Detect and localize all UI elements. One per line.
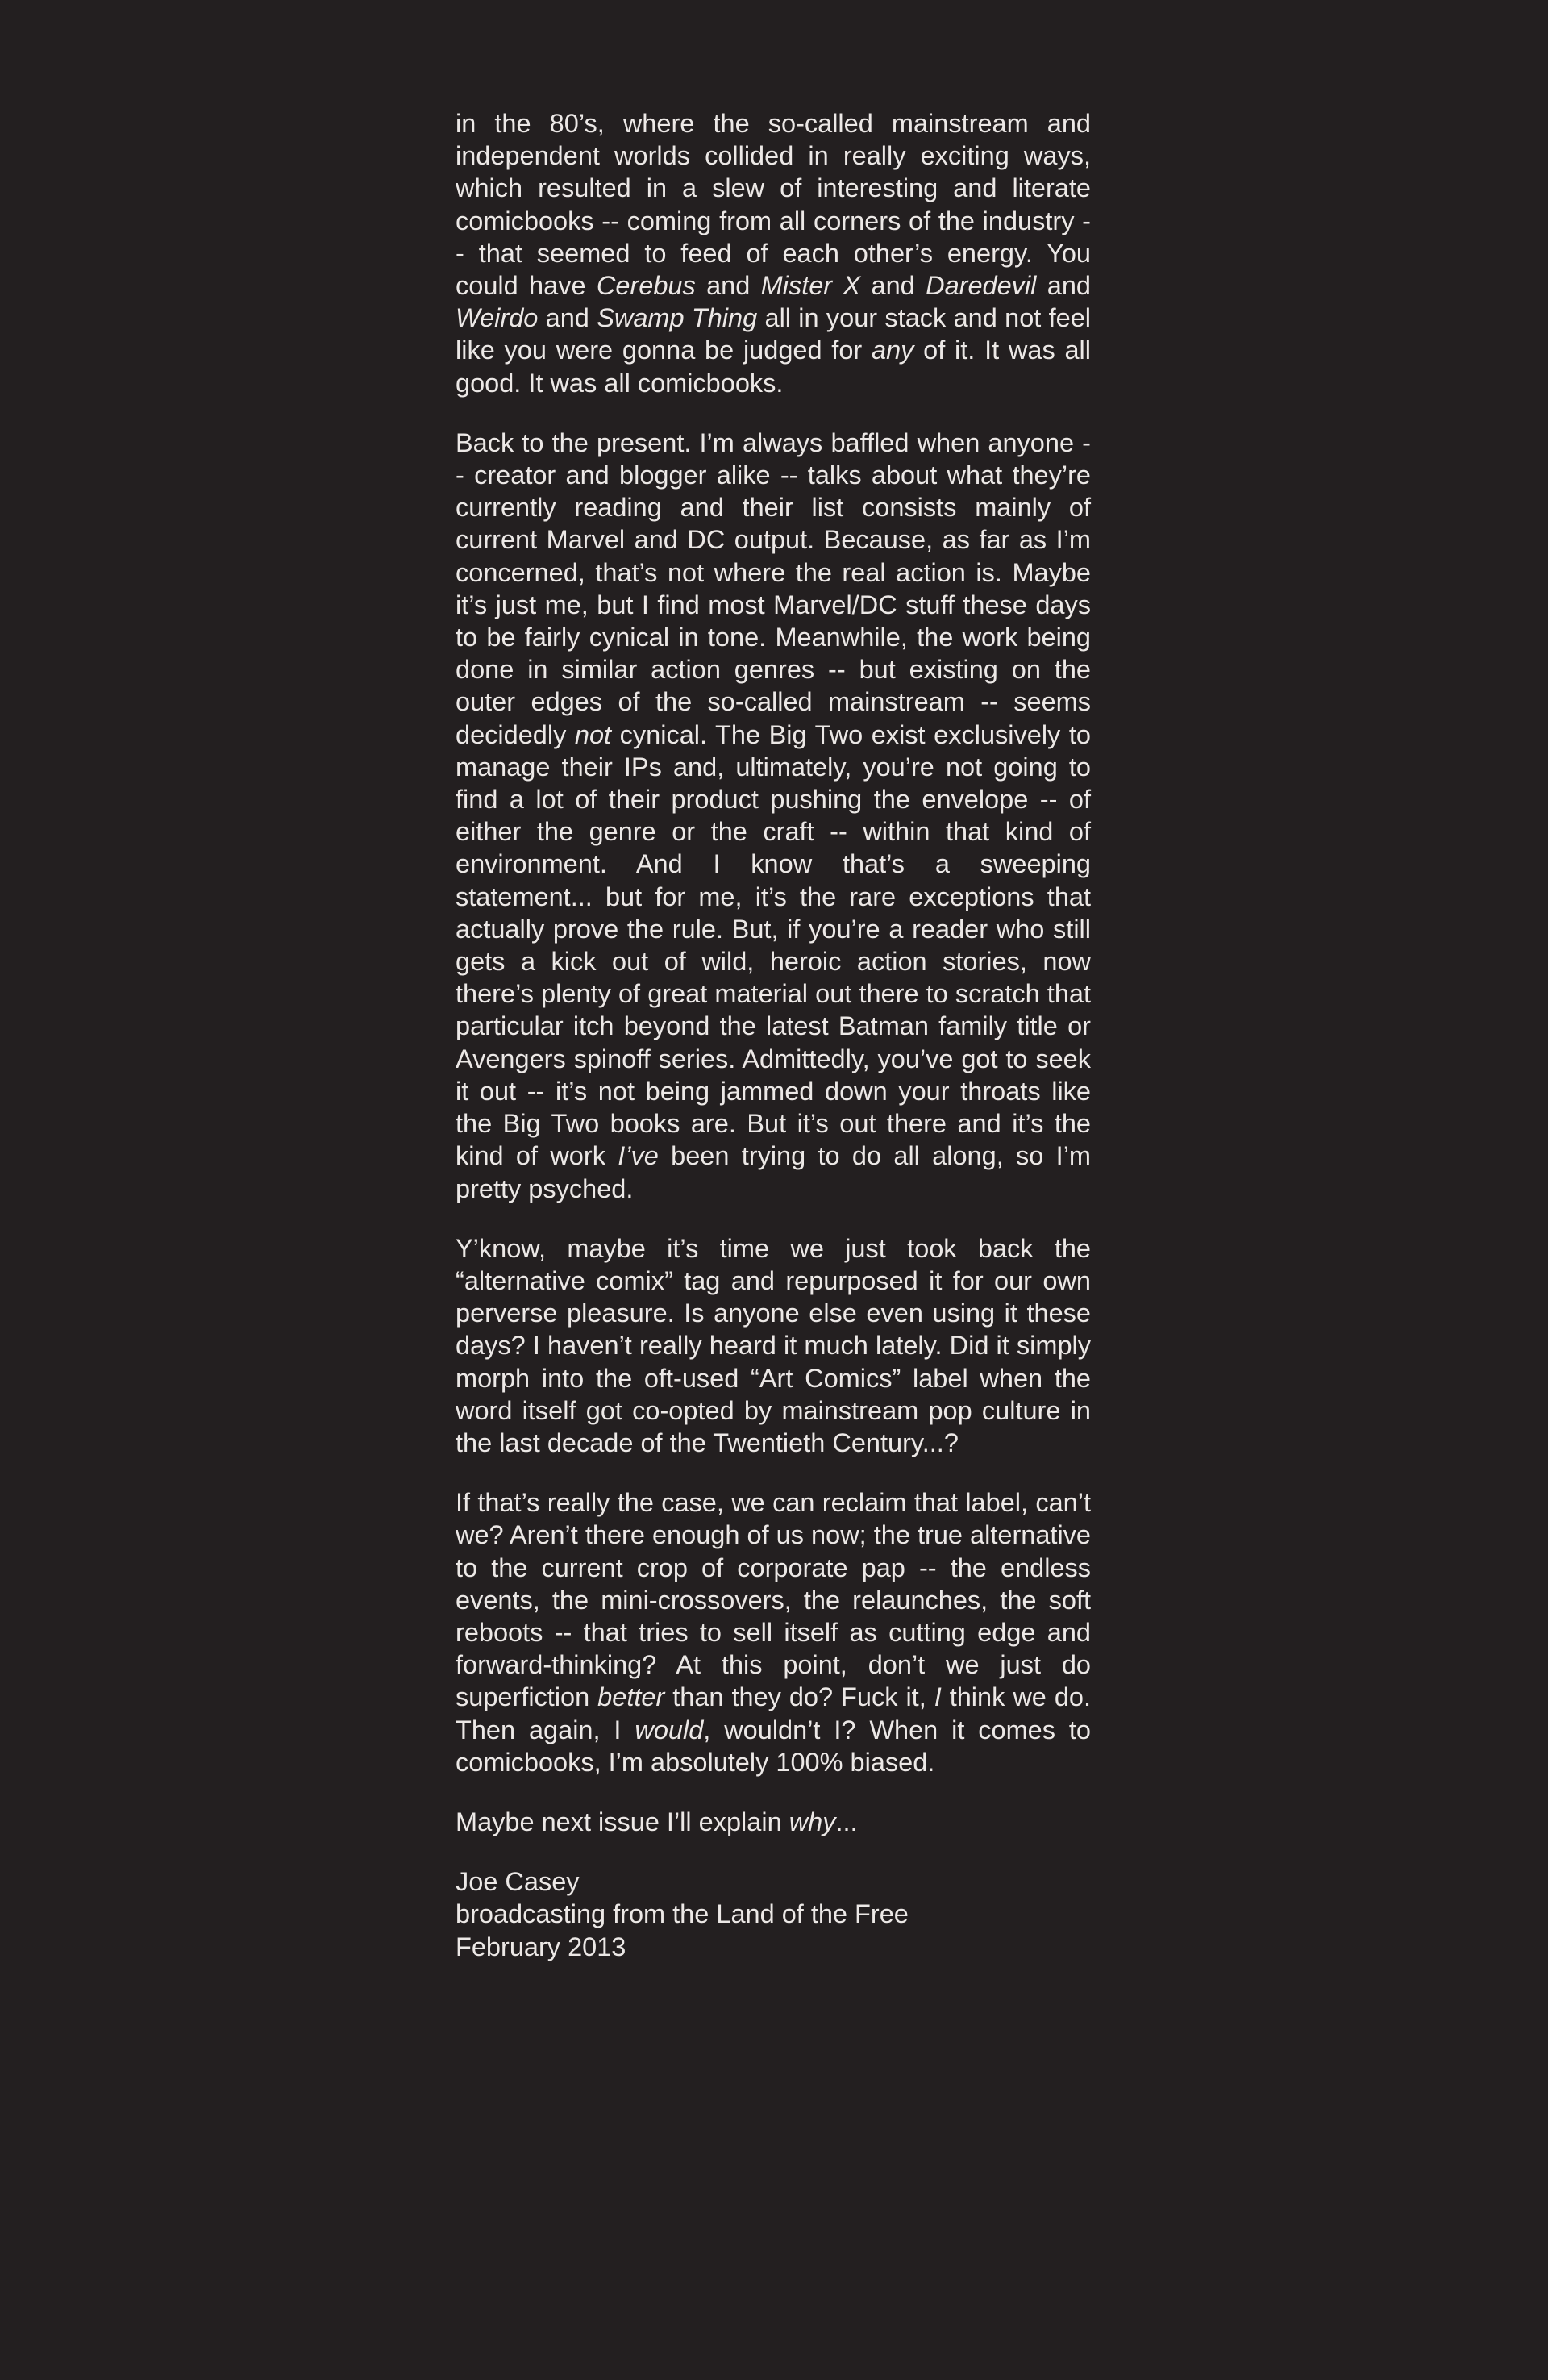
italic-text: Mister X (760, 271, 861, 301)
paragraph-text: and (860, 271, 926, 301)
paragraph-text: and (1036, 271, 1091, 301)
article-date: February 2013 (456, 1932, 626, 1961)
author-name: Joe Casey (456, 1867, 580, 1897)
article-paragraph (456, 107, 1091, 399)
paragraph-text: of it. It was all good. It was all comicbooks. (456, 336, 1091, 398)
italic-text: would (635, 1715, 704, 1744)
paragraph-text: in the 80’s, where the so-called mainstream and independent worlds collided in really exciting ways, which resulted in a slew of interesting and literate comicbooks -- coming from all corners of the industry -- that seemed to feed of each other’s energy. You could have (456, 109, 1091, 301)
paragraph-text: Maybe next issue I’ll explain (456, 1807, 789, 1836)
italic-text: why (789, 1807, 836, 1836)
italic-text: any (872, 336, 914, 365)
paragraph-text: Back to the present. I’m always baffled when anyone -- creator and blogger alike -- talks about what they’re currently reading and their list consists mainly of current Marvel and DC output. Because, as far as I’m concerned, that’s not where the real action is. Maybe it’s just me, but I find most Marvel/DC stuff these days to be fairly cynical in tone. Meanwhile, the work being done in similar action genres -- but existing on the outer edges of the so-called mainstream -- seems decidedly (456, 427, 1091, 749)
italic-text: Cerebus (596, 271, 696, 301)
author-location: broadcasting from the Land of the Free (456, 1899, 909, 1929)
article-paragraph (456, 1232, 1091, 1459)
paragraph-text: been trying to do all along, so I’m pretty psyched. (456, 1141, 1091, 1203)
article-paragraph (456, 1486, 1091, 1778)
paragraph-text: think we do. Then again, I (456, 1682, 1092, 1744)
italic-text: I (934, 1682, 942, 1712)
article-paragraph (456, 427, 1091, 1205)
italic-text: Weirdo (456, 303, 539, 333)
italic-text: Swamp Thing (597, 303, 758, 333)
italic-text: not (574, 719, 612, 749)
paragraph-text: than they do? Fuck it, (664, 1682, 934, 1712)
paragraph-text: ... (835, 1807, 858, 1836)
paragraph-text: and (695, 271, 761, 301)
signature-block (456, 1865, 1091, 1963)
italic-text: better (597, 1682, 665, 1712)
paragraph-text: , wouldn’t I? When it comes to comicbooks, I’m absolutely 100% biased. (456, 1715, 1092, 1777)
paragraph-text: cynical. The Big Two exist exclusively to manage their IPs and, ultimately, you’re not going to find a lot of their product pushing the envelope -- of either the genre or the craft -- within that kind of environment. And I know that’s a sweeping statement... but for me, it’s the rare exceptions that actually prove the rule. But, if you’re a reader who still gets a kick out of wild, heroic action stories, now there’s plenty of great material out there to scratch that particular itch beyond the latest Batman family title or Avengers spinoff series. Admittedly, you’ve got to seek it out -- it’s not being jammed down your throats like the Big Two books are. But it’s out there and it’s the kind of work (456, 719, 1091, 1171)
paragraph-text: all in your stack and not feel like you were gonna be judged for (456, 303, 1092, 365)
paragraph-text: and (538, 303, 597, 333)
article-column (456, 107, 1091, 1963)
paragraph-text: If that’s really the case, we can reclaim that label, can’t we? Aren’t there enough of us now; the true alternative to the current crop of corporate pap -- the endless events, the mini-crossovers, the relaunches, the soft reboots -- that tries to sell itself as cutting edge and forward-thinking? At this point, don’t we just do superfiction (456, 1488, 1091, 1712)
italic-text: Daredevil (926, 271, 1037, 301)
article-paragraph (456, 1806, 1091, 1838)
paragraph-text: Y’know, maybe it’s time we just took back the “alternative comix” tag and repurposed it for our own perverse pleasure. Is anyone else even using it these days? I haven’t really heard it much lately. Did it simply morph into the oft-used “Art Comics” label when the word itself got co-opted by mainstream pop culture in the last decade of the Twentieth Century...? (456, 1233, 1091, 1457)
article-body (456, 107, 1091, 1838)
italic-text: I’ve (618, 1141, 659, 1171)
